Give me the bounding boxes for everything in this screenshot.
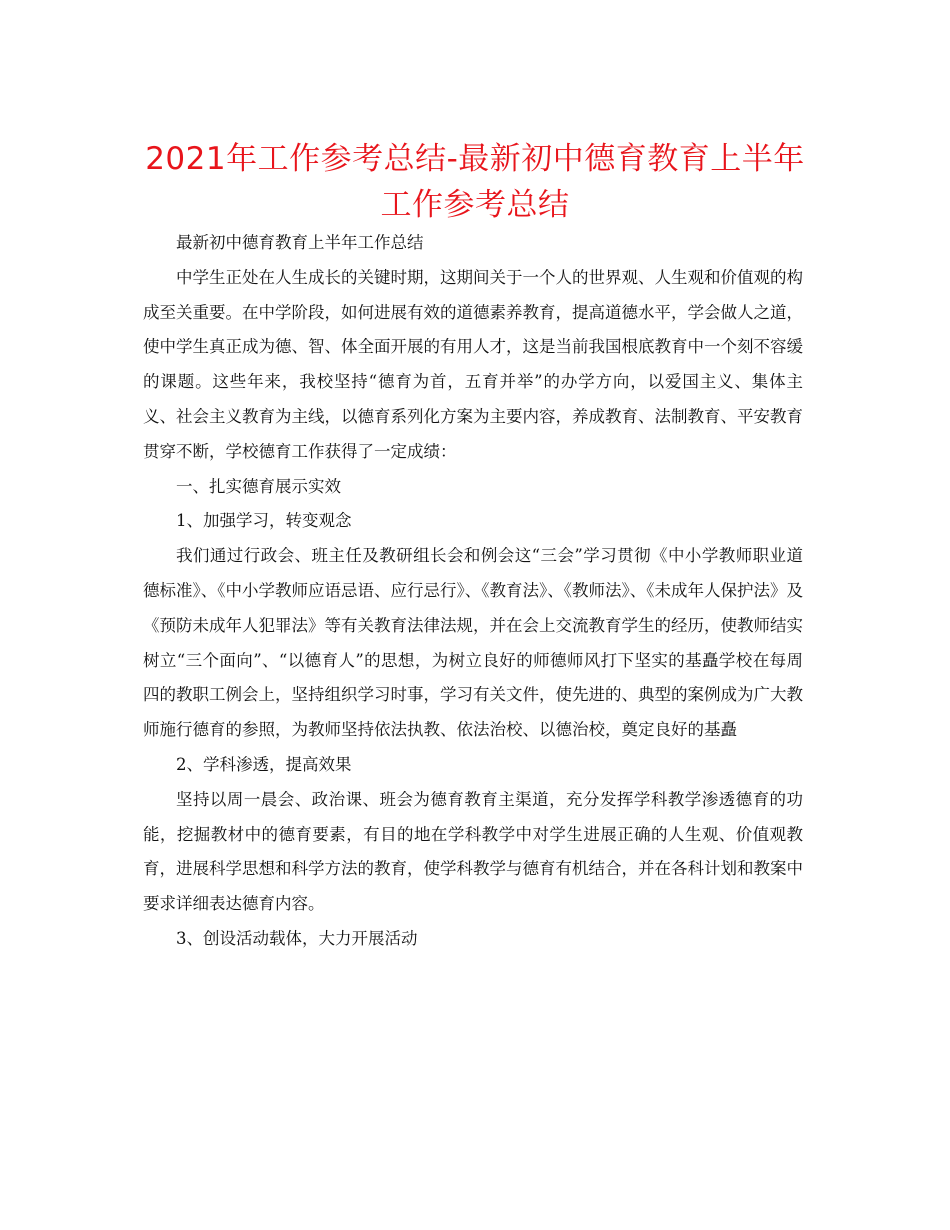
title-line-2: 工作参考总结: [380, 187, 570, 223]
title-line-1: 2021年工作参考总结-最新初中德育教育上半年: [145, 141, 805, 177]
intro-paragraph: 中学生正处在人生成长的关键时期，这期间关于一个人的世界观、人生观和价值观的构成至关重要。在中学阶段，如何进展有效的道德素养教育，提高道德水平，学会做人之道，使中学生真正成为德、智、体全面开展的有用人才，这是当前我国根底教育中一个刻不容缓的课题。这些年来，我校坚持“德育为首，五育并举”的办学方向，以爱国主义、集体主义、社会主义教育为主线，以德育系列化方案为主要内容，养成教育、法制教育、平安教育贯穿不断，学校德育工作获得了一定成绩：: [143, 267, 803, 461]
item-1-heading: 1、加强学习，转变观念: [176, 511, 352, 531]
item-2-paragraph: 坚持以周一晨会、政治课、班会为德育教育主渠道，充分发挥学科教学渗透德育的功能，挖掘教材中的德育要素，有目的地在学科教学中对学生进展正确的人生观、价值观教育，进展科学思想和科学方法的教育，使学科教学与德育有机结合，并在各科计划和教案中要求详细表达德育内容。: [143, 789, 803, 914]
item-1-paragraph: 我们通过行政会、班主任及教研组长会和例会这“三会”学习贯彻《中小学教师职业道德标准》、《中小学教师应语忌语、应行忌行》、《教育法》、《教师法》、《未成年人保护法》及《预防未成年人犯罪法》等有关教育法律法规，并在会上交流教育学生的经历，使教师结实树立“三个面向”、“以德育人”的思想，为树立良好的师德师风打下坚实的基矗学校在每周四的教职工例会上，坚持组织学习时事，学习有关文件，使先进的、典型的案例成为广大教师施行德育的参照，为教师坚持依法执教、依法治校、以德治校，奠定良好的基矗: [143, 546, 803, 740]
document-title: [130, 136, 820, 228]
item-3-heading: 3、创设活动载体，大力开展活动: [176, 928, 418, 948]
document-body: [143, 226, 803, 957]
subtitle: 最新初中德育教育上半年工作总结: [176, 233, 424, 252]
section-1-heading: 一、扎实德育展示实效: [176, 476, 341, 496]
item-2-heading: 2、学科渗透，提高效果: [176, 754, 352, 774]
